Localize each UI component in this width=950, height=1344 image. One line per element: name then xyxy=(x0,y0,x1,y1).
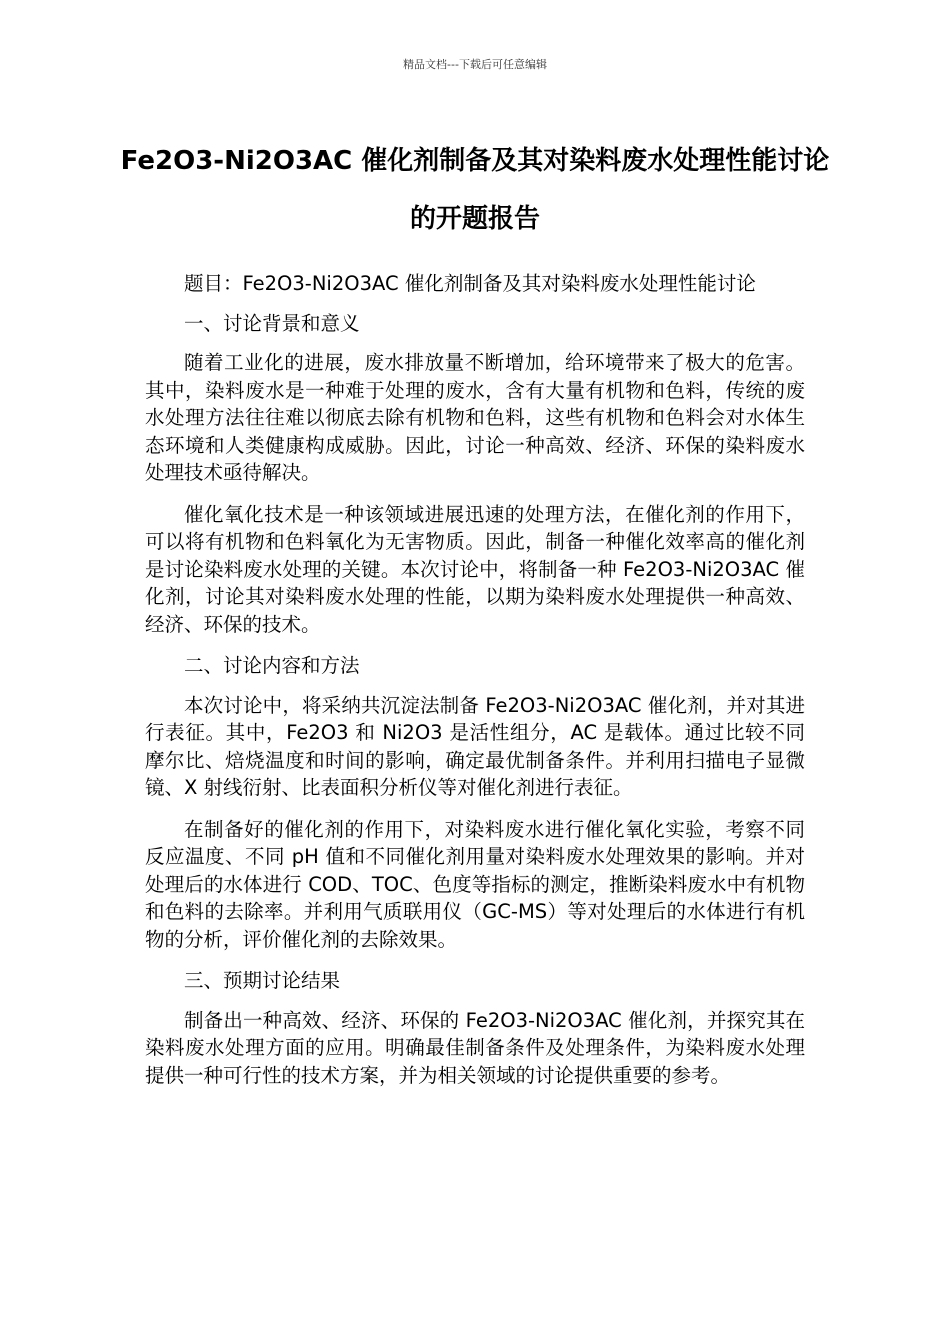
section-heading-expected-results: 三、预期讨论结果 xyxy=(184,969,341,992)
document-title: Fe2O3-Ni2O3AC 催化剂制备及其对染料废水处理性能讨论的开题报告 xyxy=(120,146,830,234)
paragraph-background-1: 随着工业化的进展，废水排放量不断增加，给环境带来了极大的危害。其中，染料废水是一种难于处理的废水，含有大量有机物和色料，传统的废水处理方法往往难以彻底去除有机物和色料，这些有机物和色料会对水体生态环境和人类健康构成威胁。因此，讨论一种高效、经济、环保的染料废水处理技术亟待解决。 xyxy=(145,351,805,484)
paragraph-methods-2: 在制备好的催化剂的作用下，对染料废水进行催化氧化实验，考察不同反应温度、不同 pH 值和不同催化剂用量对染料废水处理效果的影响。并对处理后的水体进行 COD、TOC、色度等指标的测定，推断染料废水中有机物和色料的去除率。并利用气质联用仪（GC-MS）等对处理后的水体进行有机物的分析，评价催化剂的去除效果。 xyxy=(145,817,805,951)
paragraph-expected-results: 制备出一种高效、经济、环保的 Fe2O3-Ni2O3AC 催化剂，并探究其在染料废水处理方面的应用。明确最佳制备条件及处理条件，为染料废水处理提供一种可行性的技术方案，并为相关领域的讨论提供重要的参考。 xyxy=(145,1008,805,1087)
topic-line: 题目：Fe2O3-Ni2O3AC 催化剂制备及其对染料废水处理性能讨论 xyxy=(184,272,756,295)
paragraph-methods-1: 本次讨论中，将采纳共沉淀法制备 Fe2O3-Ni2O3AC 催化剂，并对其进行表征。其中，Fe2O3 和 Ni2O3 是活性组分，AC 是载体。通过比较不同摩尔比、焙烧温度和时间的影响，确定最优制备条件。并利用扫描电子显微镜、X 射线衍射、比表面积分析仪等对催化剂进行表征。 xyxy=(145,693,805,799)
paragraph-background-2: 催化氧化技术是一种该领域进展迅速的处理方法，在催化剂的作用下，可以将有机物和色料氧化为无害物质。因此，制备一种催化效率高的催化剂是讨论染料废水处理的关键。本次讨论中，将制备一种 Fe2O3-Ni2O3AC 催化剂，讨论其对染料废水处理的性能，以期为染料废水处理提供一种高效、经济、环保的技术。 xyxy=(145,502,805,636)
section-heading-methods: 二、讨论内容和方法 xyxy=(184,654,360,677)
header-note: 精品文档---下载后可任意编辑 xyxy=(403,58,547,71)
section-heading-background: 一、讨论背景和意义 xyxy=(184,311,360,335)
document-body xyxy=(145,270,805,1103)
